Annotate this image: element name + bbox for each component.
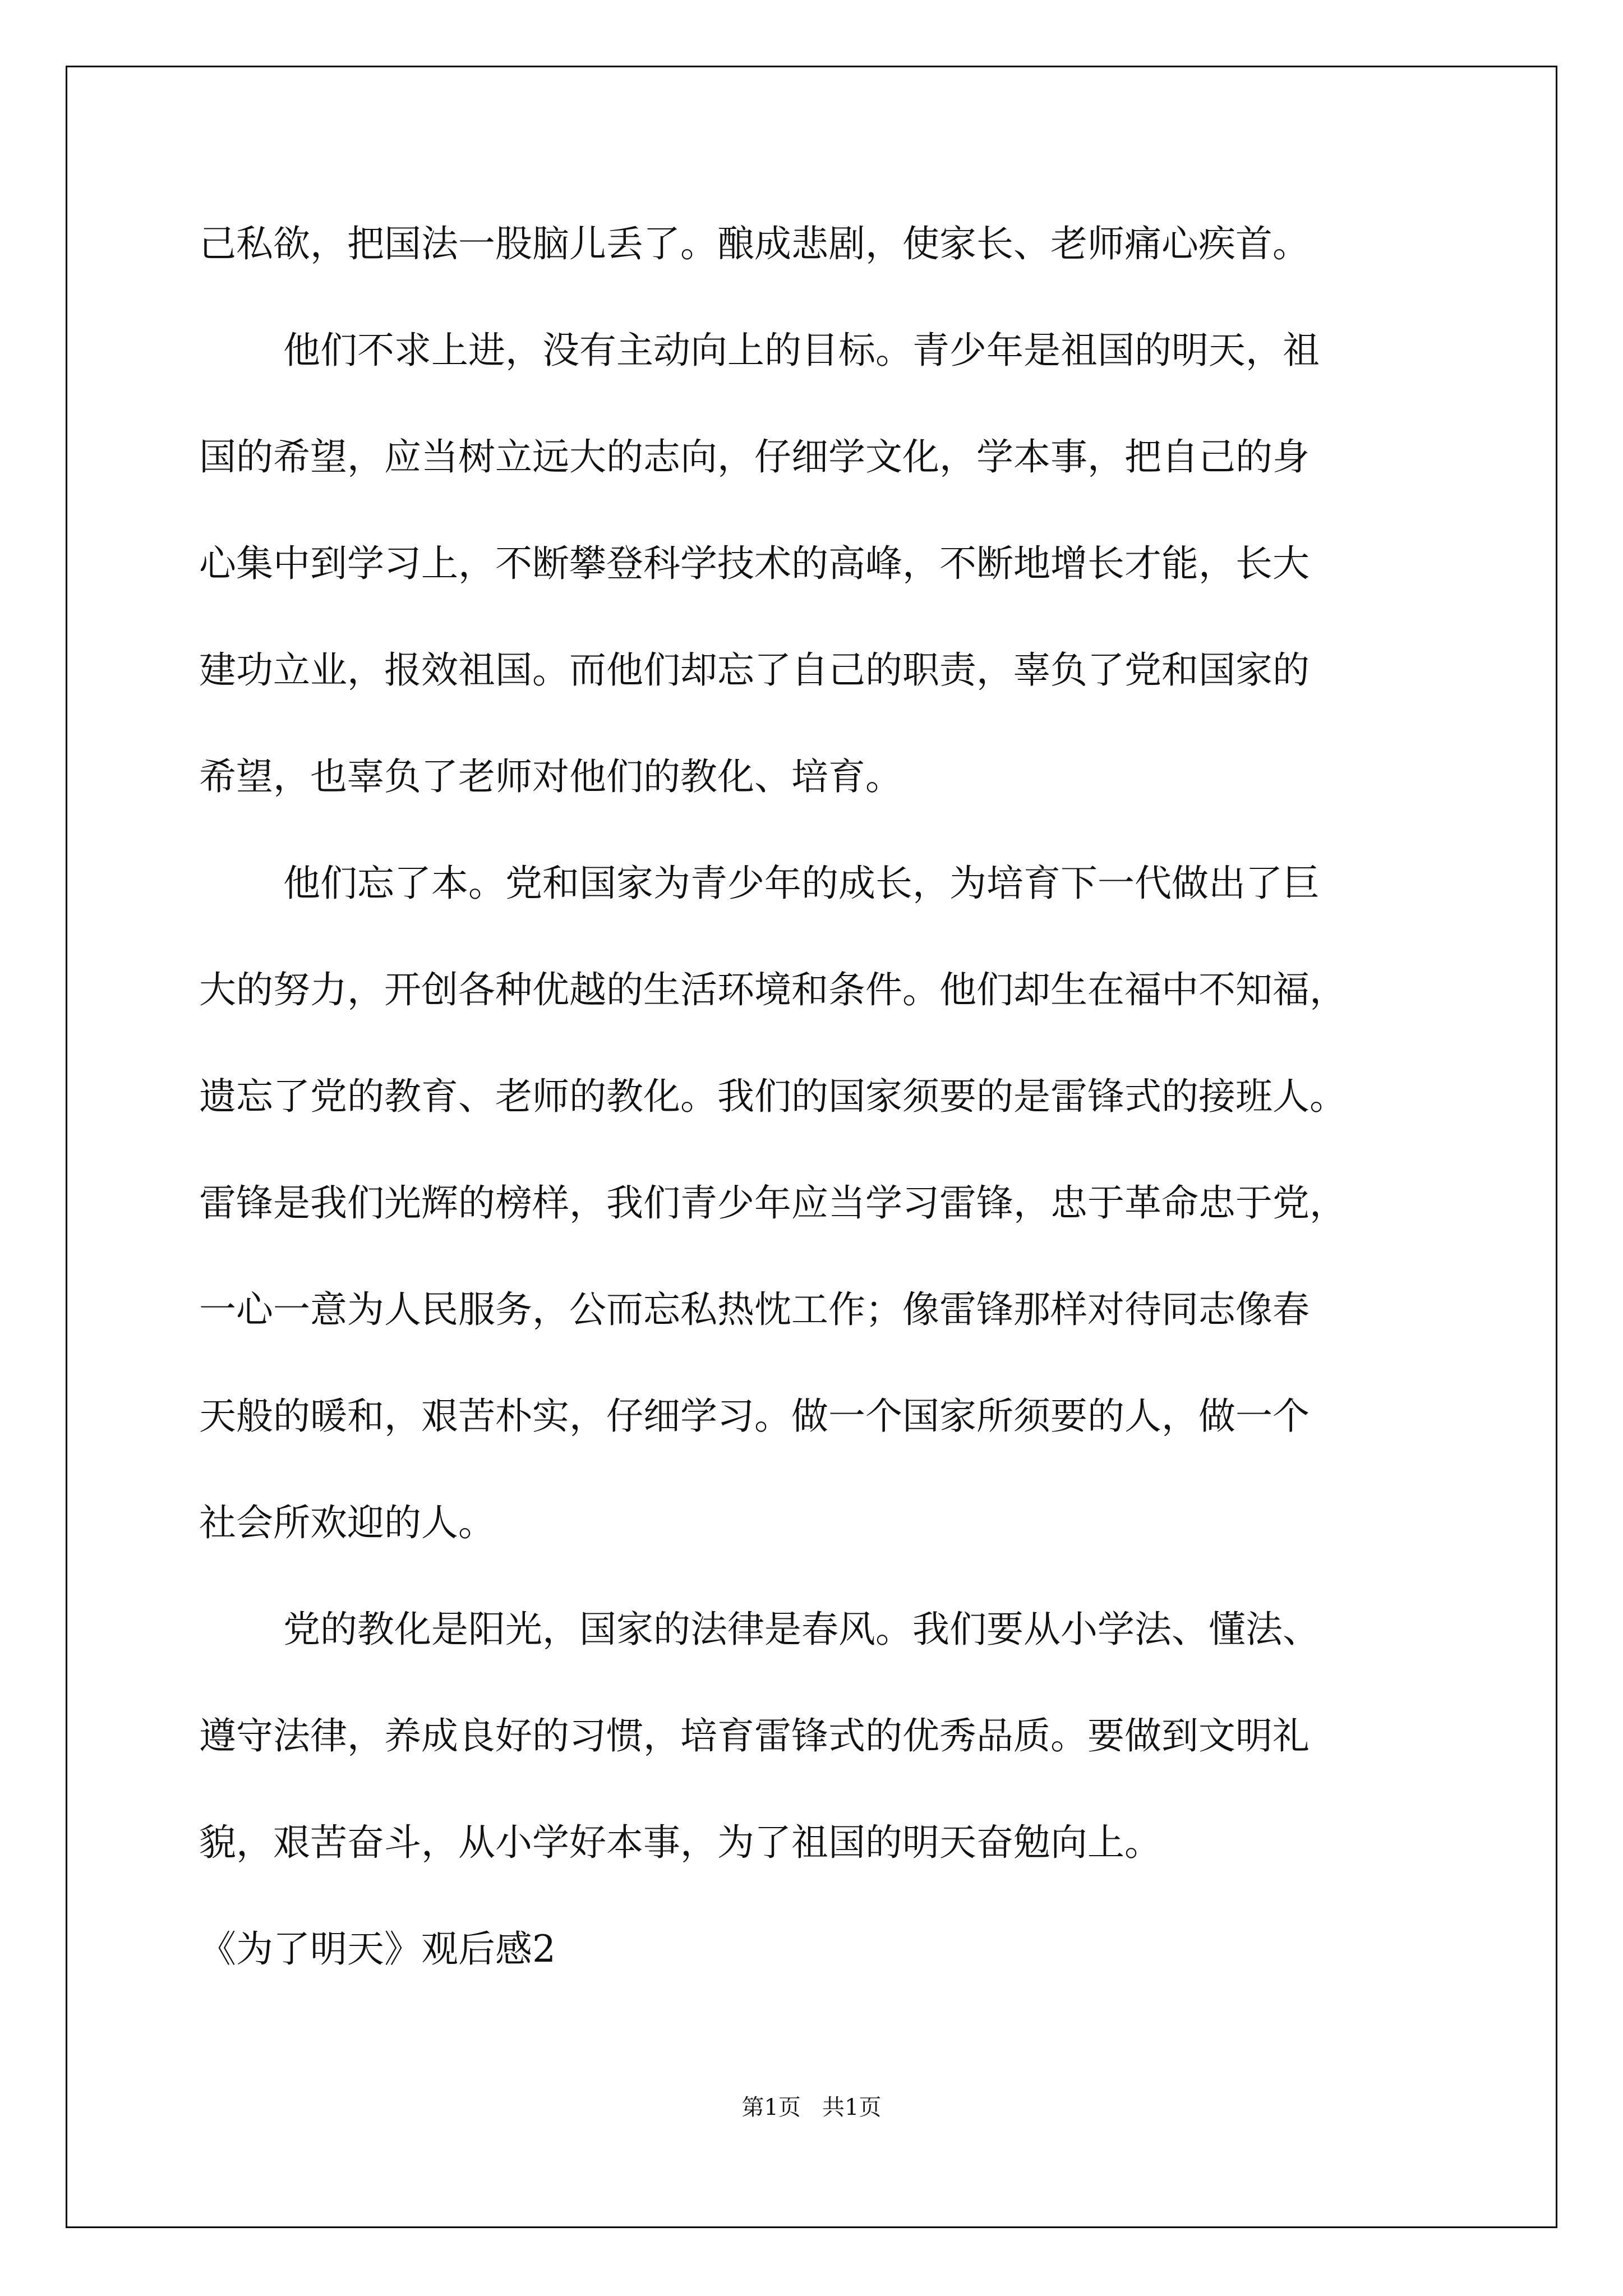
text-line: 心集中到学习上，不断攀登科学技术的高峰，不断地增长才能，长大 (199, 542, 1310, 585)
text-line: 己私欲，把国法一股脑儿丢了。酿成悲剧，使家长、老师痛心疾首。 (199, 222, 1310, 265)
text-line: 国的希望，应当树立远大的志向，仔细学文化，学本事，把自己的身 (199, 435, 1310, 478)
text-line: 希望，也辜负了老师对他们的教化、培育。 (199, 755, 902, 798)
section-heading: 《为了明天》观后感2 (199, 1927, 556, 1971)
paragraph-start: 他们忘了本。党和国家为青少年的成长，为培育下一代做出了巨 (283, 862, 1320, 905)
page-number-footer: 第1页 共1页 (741, 2095, 882, 2120)
paragraph-start: 党的教化是阳光，国家的法律是春风。我们要从小学法、懂法、 (283, 1608, 1320, 1651)
text-line: 遵守法律，养成良好的习惯，培育雷锋式的优秀品质。要做到文明礼 (199, 1714, 1310, 1757)
text-line: 天般的暖和，艰苦朴实，仔细学习。做一个国家所须要的人，做一个 (199, 1395, 1310, 1438)
text-line: 雷锋是我们光辉的榜样，我们青少年应当学习雷锋，忠于革命忠于党， (199, 1181, 1347, 1225)
text-line: 大的努力，开创各种优越的生活环境和条件。他们却生在福中不知福， (199, 968, 1347, 1011)
text-line: 一心一意为人民服务，公而忘私热忱工作；像雷锋那样对待同志像春 (199, 1288, 1310, 1331)
text-line: 社会所欢迎的人。 (199, 1501, 495, 1544)
text-line: 貌，艰苦奋斗，从小学好本事，为了祖国的明天奋勉向上。 (199, 1821, 1161, 1864)
paragraph-start: 他们不求上进，没有主动向上的目标。青少年是祖国的明天，祖 (283, 329, 1320, 372)
text-line: 遗忘了党的教育、老师的教化。我们的国家须要的是雷锋式的接班人。 (199, 1075, 1347, 1118)
page-border (66, 66, 1557, 2228)
text-line: 建功立业，报效祖国。而他们却忘了自己的职责，辜负了党和国家的 (199, 648, 1310, 692)
